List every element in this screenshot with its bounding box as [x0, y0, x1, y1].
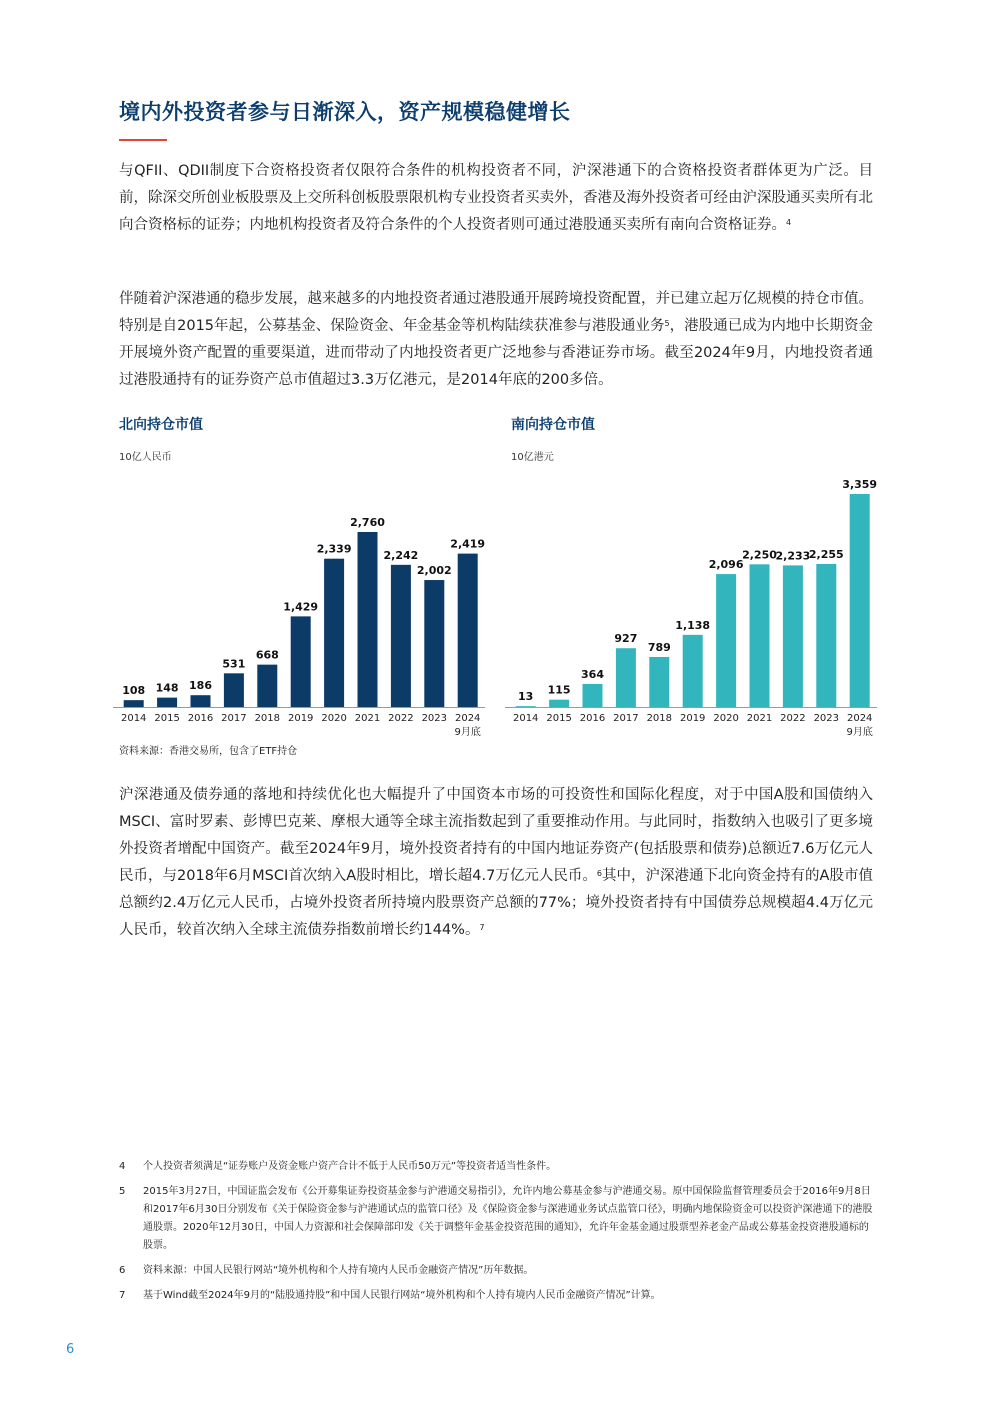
- footnote-number: 7: [119, 1290, 126, 1301]
- bar-2021: [358, 532, 378, 707]
- data-label-2022: 2,233: [775, 549, 811, 563]
- bar-2023: [424, 580, 444, 707]
- bar-2022: [783, 565, 803, 707]
- data-label-2018: 668: [255, 648, 279, 662]
- footnote-6: [119, 1262, 875, 1280]
- data-label-2015: 115: [547, 683, 571, 697]
- x-tick-label-2015: 2015: [154, 713, 180, 724]
- data-label-2014: 13: [518, 690, 534, 704]
- paragraph-3: [119, 782, 873, 944]
- x-tick-label-2019: 2019: [287, 713, 314, 724]
- data-label-2023: 2,002: [416, 564, 452, 578]
- heading-underline: [119, 139, 167, 141]
- data-label-2022: 2,242: [383, 548, 419, 562]
- bar-2024: [458, 554, 478, 707]
- footnote-ref-6[interactable]: 6: [596, 869, 602, 878]
- x-tick-label-2022: 2022: [388, 713, 414, 724]
- x-tick-label-2014: 2014: [120, 713, 147, 724]
- bar-2020: [324, 559, 344, 707]
- southbound-holdings-chart: [505, 470, 877, 740]
- x-tick-label-2014: 2014: [512, 713, 539, 724]
- data-label-2015: 148: [155, 681, 179, 695]
- bar-2016: [583, 684, 603, 707]
- x-tick-label-2018: 2018: [646, 713, 673, 724]
- footnote-ref-7[interactable]: 7: [479, 923, 485, 932]
- x-tick-label-2017: 2017: [613, 713, 639, 724]
- data-label-2014: 108: [122, 684, 146, 698]
- paragraph-1: [119, 158, 873, 239]
- bar-2020: [716, 574, 736, 707]
- bar-2016: [191, 695, 211, 707]
- page-number: 6: [66, 1342, 75, 1357]
- data-label-2016: 186: [189, 679, 212, 693]
- chart-source-note: 资料来源：香港交易所，包含了ETF持仓: [119, 746, 298, 757]
- x-tick-label-2020: 2020: [321, 713, 347, 724]
- footnote-number: 4: [119, 1161, 126, 1172]
- x-tick-label-2024: 2024: [454, 713, 481, 724]
- x-tick-label-2021: 2021: [354, 713, 381, 724]
- footnote-ref-4[interactable]: 4: [786, 218, 792, 227]
- x-tick-label-2023: 2023: [421, 713, 448, 724]
- x-tick-label-2023: 2023: [813, 713, 840, 724]
- bar-2017: [616, 648, 636, 707]
- footnote-number: 6: [119, 1265, 126, 1276]
- chart-unit-southbound: 10亿港元: [511, 452, 554, 463]
- x-tick-label-2024: 2024: [846, 713, 873, 724]
- x-tick-label-2015: 2015: [546, 713, 572, 724]
- footnote-5: [119, 1183, 875, 1255]
- x-tick-sublabel: 9月底: [454, 727, 481, 738]
- bar-2014: [516, 706, 536, 707]
- x-tick-sublabel: 9月底: [846, 727, 873, 738]
- chart-title-northbound: 北向持仓市值: [119, 417, 203, 433]
- paragraph-3-text: 沪深港通及债券通的落地和持续优化也大幅提升了中国资本市场的可投资性和国际化程度，对于中国A股和国债纳入MSCI、富时罗素、彭博巴克莱、摩根大通等全球主流指数起到了重要推动作用。与此同时，指数纳入也吸引了更多境外投资者增配中国资产。截至2024年9月，境外投资者持有的中国内地证券资产(包括股票和债券)总额近7.6万亿元人民币，与2018年6月MSCI首次纳入A股时相比，增长超4.7万亿元人民币。: [119, 787, 873, 884]
- bar-2017: [224, 673, 244, 707]
- x-tick-label-2016: 2016: [579, 713, 606, 724]
- footnote-number: 5: [119, 1186, 126, 1197]
- footnote-text: 基于Wind截至2024年9月的“陆股通持股”和中国人民银行网站“境外机构和个人持有境内人民币金融资产情况”计算。: [143, 1290, 661, 1301]
- paragraph-1-text: 与QFII、QDII制度下合资格投资者仅限符合条件的机构投资者不同，沪深港通下的合资格投资者群体更为广泛。目前，除深交所创业板股票及上交所科创板股票限机构专业投资者买卖外，香港及海外投资者可经由沪深股通买卖所有北向合资格标的证券；内地机构投资者及符合条件的个人投资者则可通过港股通买卖所有南向合资格证券。: [119, 163, 873, 233]
- data-label-2017: 927: [614, 632, 638, 646]
- x-tick-label-2017: 2017: [221, 713, 247, 724]
- bar-2018: [257, 665, 277, 707]
- x-tick-label-2020: 2020: [713, 713, 739, 724]
- bar-2021: [750, 564, 770, 707]
- bar-2022: [391, 565, 411, 707]
- data-label-2019: 1,138: [675, 618, 711, 632]
- x-tick-label-2021: 2021: [746, 713, 773, 724]
- footnote-text: 个人投资者须满足“证券账户及资金账户资产合计不低于人民币50万元”等投资者适当性条件。: [143, 1161, 557, 1172]
- bar-2023: [816, 564, 836, 707]
- footnote-ref-5[interactable]: 5: [664, 319, 670, 328]
- bar-2018: [649, 657, 669, 707]
- x-tick-label-2019: 2019: [679, 713, 706, 724]
- paragraph-2: [119, 286, 873, 394]
- data-label-2024: 2,419: [450, 537, 485, 551]
- data-label-2019: 1,429: [283, 600, 319, 614]
- bar-2015: [549, 700, 569, 707]
- paragraph-2-text-cont: ，港股通已成为内地中长期资金开展境外资产配置的重要渠道，进而带动了内地投资者更广泛地参与香港证券市场。截至2024年9月，内地投资者通过港股通持有的证券资产总市值超过3.3万亿港元，是2014年底的200多倍。: [119, 318, 873, 388]
- data-label-2023: 2,255: [808, 548, 844, 562]
- data-label-2016: 364: [581, 667, 604, 681]
- data-label-2018: 789: [647, 640, 671, 654]
- footnote-text: 2015年3月27日，中国证监会发布《公开募集证券投资基金参与沪港通交易指引》，允许内地公募基金参与沪港通交易。原中国保险监督管理委员会于2016年9月8日和2017年6月30日分别发布《关于保险资金参与沪港通试点的监管口径》及《保险资金参与深港通业务试点监管口径》，明确内地保险资金可以投资沪深港通下的港股通股票。2020年12月30日，中国人力资源和社会保障部印发《关于调整年金基金投资范围的通知》，允许年金基金通过股票型养老金产品或公募基金投资港股通标的股票。: [143, 1186, 873, 1251]
- chart-title-southbound: 南向持仓市值: [511, 417, 595, 433]
- bar-2014: [124, 700, 144, 707]
- footnote-7: [119, 1287, 875, 1305]
- bar-2015: [157, 698, 177, 707]
- data-label-2017: 531: [222, 657, 246, 671]
- footnotes: [119, 1158, 875, 1312]
- data-label-2021: 2,250: [742, 548, 777, 562]
- x-tick-label-2018: 2018: [254, 713, 281, 724]
- bar-2019: [291, 616, 311, 707]
- chart-unit-northbound: 10亿人民币: [119, 452, 172, 463]
- section-heading: 境内外投资者参与日渐深入，资产规模稳健增长: [119, 100, 571, 124]
- paragraph-3-text-cont: 其中，沪深港通下北向资金持有的A股市值总额约2.4万亿元人民币，占境外投资者所持境内股票资产总额的77%；境外投资者持有中国债券总规模超4.4万亿元人民币，较首次纳入全球主流债券指数前增长约144%。: [119, 868, 873, 938]
- data-label-2024: 3,359: [842, 478, 877, 491]
- bar-2019: [683, 635, 703, 707]
- data-label-2020: 2,096: [708, 558, 744, 572]
- footnote-text: 资料来源：中国人民银行网站“境外机构和个人持有境内人民币金融资产情况”历年数据。: [143, 1265, 534, 1276]
- data-label-2020: 2,339: [316, 542, 352, 556]
- x-tick-label-2022: 2022: [780, 713, 806, 724]
- paragraph-2-text: 伴随着沪深港通的稳步发展，越来越多的内地投资者通过港股通开展跨境投资配置，并已建立起万亿规模的持仓市值。特别是自2015年起，公募基金、保险资金、年金基金等机构陆续获准参与港股通业务: [119, 291, 873, 334]
- northbound-holdings-chart: [113, 470, 485, 740]
- footnote-4: [119, 1158, 875, 1176]
- bar-2024: [850, 494, 870, 707]
- data-label-2021: 2,760: [350, 515, 385, 529]
- x-tick-label-2016: 2016: [187, 713, 214, 724]
